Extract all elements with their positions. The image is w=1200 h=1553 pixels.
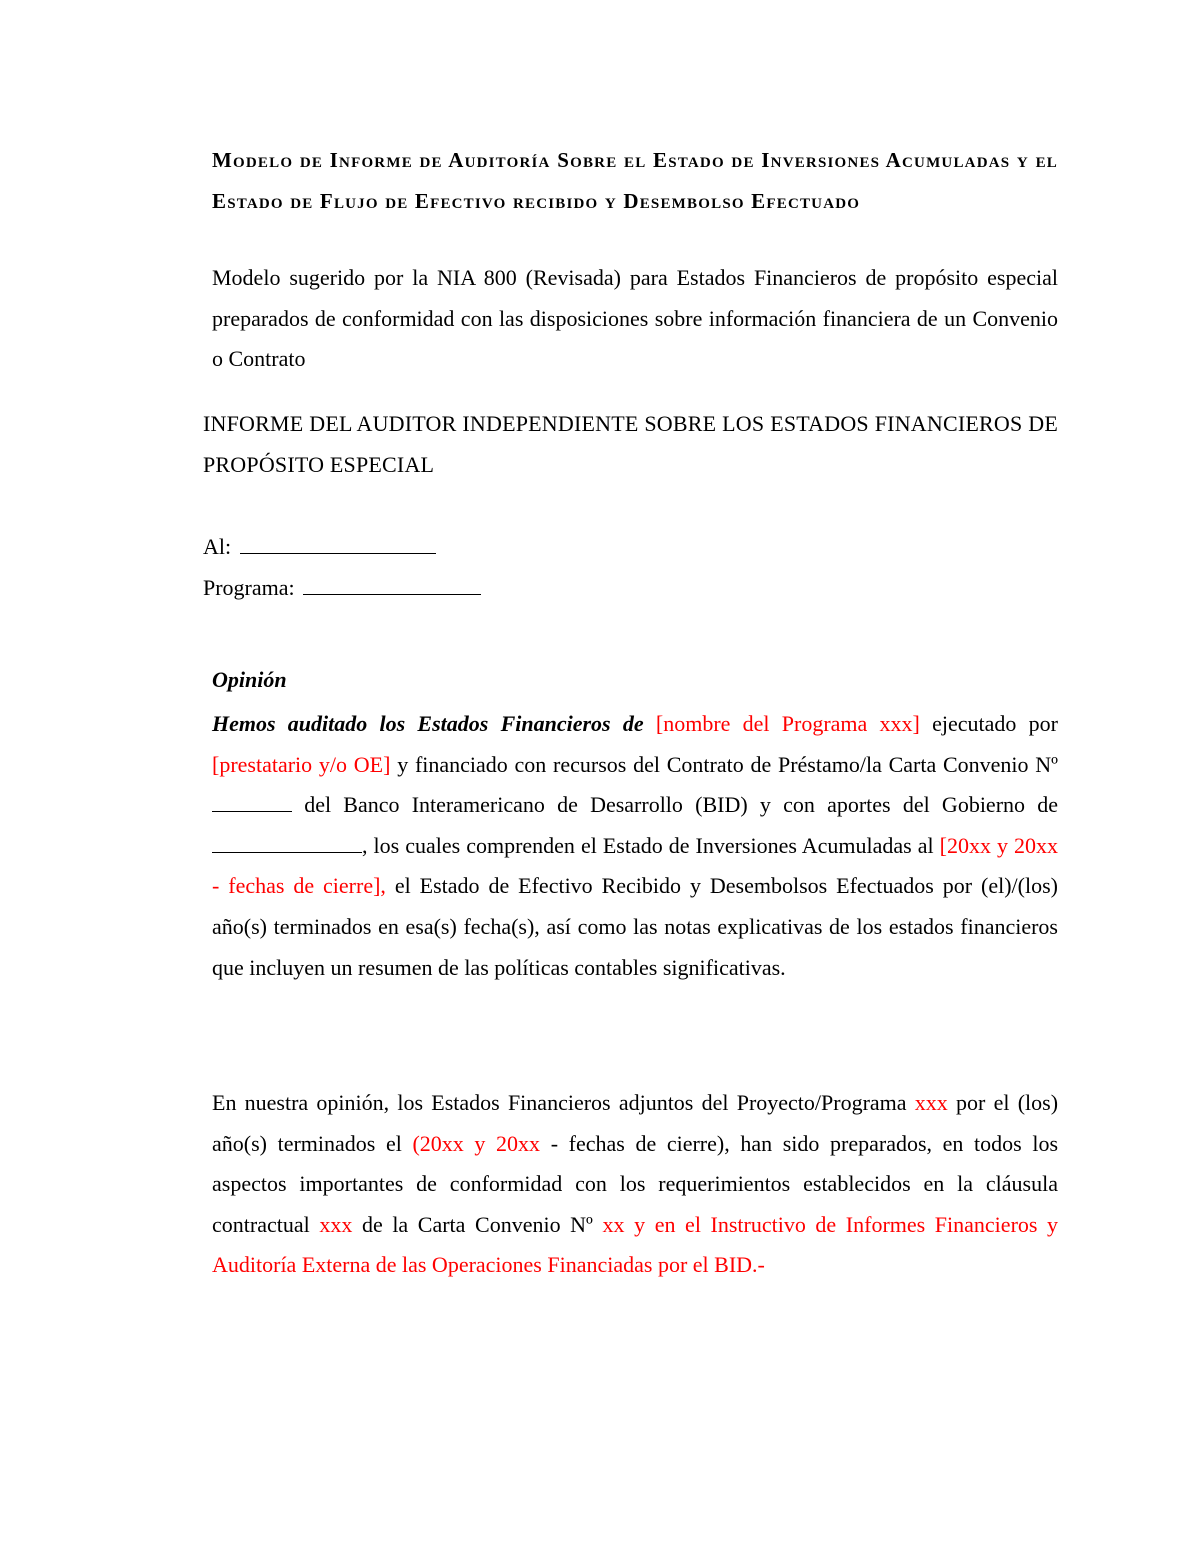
paragraph1-text-3: del Banco Interamericano de Desarrollo (BID) y con aportes del Gobierno de (304, 792, 1059, 818)
to-field (203, 526, 803, 567)
to-label: Al: (203, 534, 232, 559)
addressee-fields (203, 526, 803, 608)
paragraph1-text-5: el Estado de Efectivo Recibido y Desembolsos Efectuados por (el)/(los) año(s) terminados en esa(s) fecha(s), así como las notas explicativas de los estados financieros que incluyen un resumen de las políticas contables significativas. (212, 873, 1059, 980)
opinion-paragraph-2 (212, 1083, 1058, 1286)
paragraph2-text-4: de la Carta Convenio Nº (361, 1211, 593, 1237)
placeholder-program-name: [nombre del Programa xxx] (655, 711, 920, 736)
paragraph1-text-1: ejecutado por (932, 711, 1058, 736)
opinion-paragraph-1 (212, 704, 1058, 988)
section-title-opinion: Opinión (212, 667, 287, 692)
agreement-number-blank (212, 793, 292, 812)
placeholder-closing-dates: [20xx y 20xx - fechas de cierre], (212, 832, 1059, 899)
document-subtitle: Modelo sugerido por la NIA 800 (Revisada) para Estados Financieros de propósito especial preparados de conformidad con las disposiciones sobre información financiera de un Convenio o Contrato (212, 265, 1058, 371)
paragraph2-text-3: - fechas de cierre), han sido preparados, en todos los aspectos importantes de conformidad con los requerimientos establecidos en la cláusula contractual (212, 1130, 1059, 1237)
paragraph1-text-2: y financiado con recursos del Contrato de Préstamo/la Carta Convenio Nº (397, 751, 1058, 777)
document-heading: Modelo de Informe de Auditoría Sobre el Estado de Inversiones Acumuladas y el Estado de Flujo de Efectivo recibido y Desembolso Efectuado (212, 148, 1058, 213)
program-blank-line (303, 574, 481, 595)
program-field (203, 567, 803, 608)
paragraph2-text-1: En nuestra opinión, los Estados Financieros adjuntos del Proyecto/Programa (212, 1090, 907, 1115)
paragraph1-text-4: , los cuales comprenden el Estado de Inversiones Acumuladas al (362, 832, 934, 858)
placeholder-xxx-2: xxx (319, 1211, 353, 1237)
placeholder-instructivo: xx y en el Instructivo de Informes Financieros y Auditoría Externa de las Operaciones Financiadas por el BID.- (212, 1211, 1059, 1278)
program-label: Programa: (203, 575, 295, 600)
placeholder-xxx-1: xxx (914, 1090, 948, 1115)
placeholder-borrower: [prestatario y/o OE] (212, 751, 391, 777)
paragraph1-lead: Hemos auditado los Estados Financieros de (212, 711, 644, 736)
government-blank (212, 834, 362, 853)
to-blank-line (240, 533, 436, 554)
placeholder-dates-2: (20xx y 20xx (412, 1130, 541, 1156)
report-title: INFORME DEL AUDITOR INDEPENDIENTE SOBRE LOS ESTADOS FINANCIEROS DE PROPÓSITO ESPECIAL (203, 411, 1058, 477)
paragraph2-text-2: por el (los) año(s) terminados el (212, 1090, 1059, 1156)
